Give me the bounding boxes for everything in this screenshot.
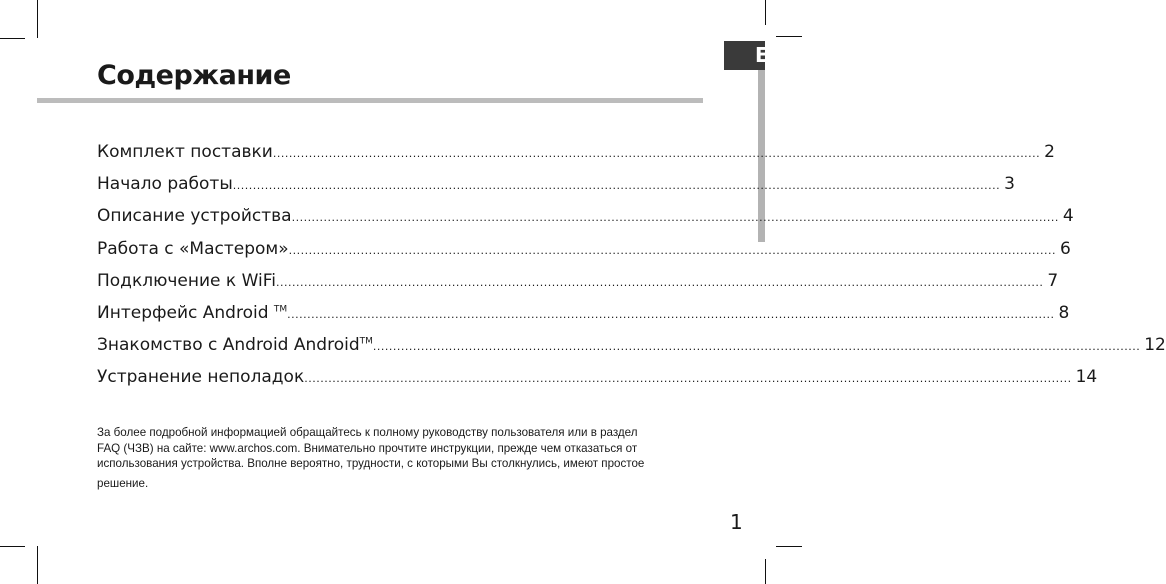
note-line: использования устройства. Вполне вероятно, трудности, с которыми Вы столкнулись, имеют простое	[97, 457, 645, 470]
note-line: FAQ (ЧЗВ) на сайте: www.archos.com. Внимательно прочтите инструкции, прежде чем отказаться от	[97, 441, 638, 455]
info-note	[97, 425, 717, 491]
dot-leader	[289, 244, 1056, 257]
toc-page: 3	[1004, 174, 1015, 195]
dot-leader	[292, 211, 1059, 224]
toc-entry[interactable]	[97, 206, 1074, 238]
note-line: За более подробной информацией обращайтесь к полному руководству пользователя или в раздел	[97, 426, 638, 439]
crop-mark	[37, 0, 38, 38]
crop-mark	[776, 36, 802, 37]
toc-page: 7	[1047, 270, 1059, 291]
dot-leader	[287, 308, 1054, 321]
toc-label-text: Интерфейс Android	[97, 302, 274, 323]
toc-label-text: Знакомство с Android Android	[97, 335, 360, 356]
toc-label: Комплект поставки	[97, 142, 273, 162]
page-title: Содержание	[97, 60, 291, 91]
trademark-sup: TM	[359, 336, 373, 347]
toc-entry[interactable]	[97, 367, 1098, 399]
dot-leader	[276, 276, 1043, 289]
toc-entry[interactable]	[97, 302, 1070, 335]
toc-label: Описание устройства	[97, 206, 292, 227]
toc-label: Подключение к WiFi	[97, 270, 277, 291]
crop-mark	[0, 546, 25, 547]
dot-leader	[304, 372, 1071, 385]
toc-page: 8	[1058, 302, 1070, 323]
page-number: 1	[730, 510, 743, 534]
toc-entry[interactable]	[97, 142, 1055, 174]
crop-mark	[0, 38, 25, 39]
toc-page: 14	[1075, 367, 1098, 388]
dot-leader	[273, 147, 1040, 160]
crop-mark	[776, 546, 802, 547]
crop-mark	[765, 0, 766, 25]
dot-leader	[233, 179, 1000, 192]
toc-entry[interactable]	[97, 335, 1166, 367]
table-of-contents	[97, 142, 1166, 400]
toc-label	[97, 335, 373, 355]
toc-label: Начало работы	[97, 174, 233, 195]
toc-entry[interactable]	[97, 174, 1015, 206]
note-line: решение.	[97, 476, 149, 490]
dot-leader	[373, 340, 1140, 353]
toc-label: Устранение неполадок	[97, 367, 305, 388]
trademark-sup: TM	[273, 304, 288, 315]
toc-label: Работа с «Мастером»	[97, 238, 289, 259]
toc-entry[interactable]	[97, 238, 1071, 271]
language-tab: E	[724, 41, 765, 70]
toc-page: 2	[1044, 142, 1055, 162]
toc-page: 4	[1062, 206, 1074, 227]
toc-label	[97, 303, 287, 323]
toc-entry[interactable]	[97, 270, 1059, 303]
crop-mark	[765, 559, 766, 584]
toc-page: 12	[1144, 335, 1166, 356]
crop-mark	[37, 546, 38, 584]
toc-page: 6	[1059, 238, 1071, 259]
title-rule	[37, 98, 703, 103]
